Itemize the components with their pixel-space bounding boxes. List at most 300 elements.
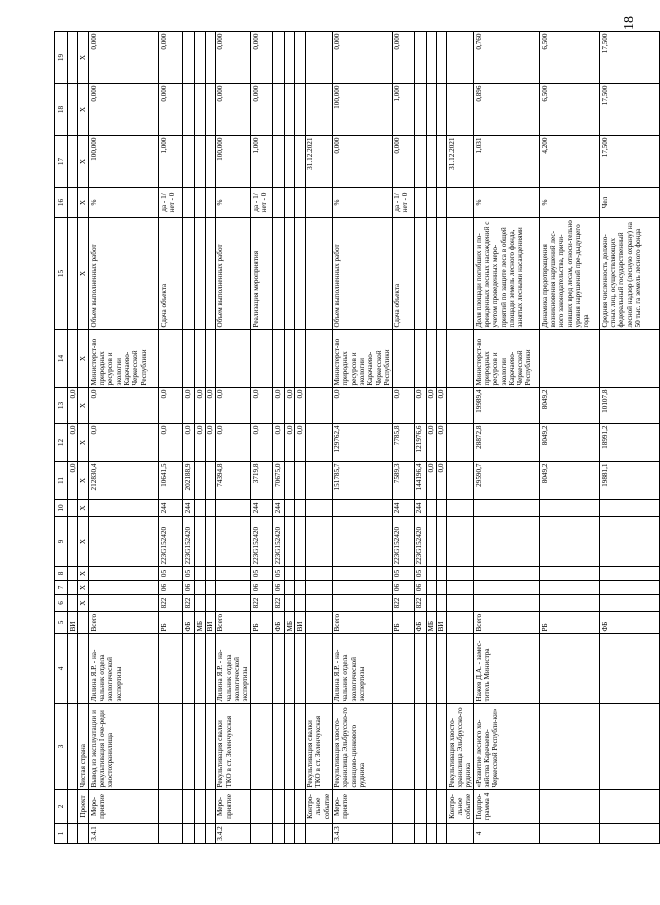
table-cell-col8 xyxy=(332,567,392,581)
table-cell-col5 xyxy=(447,612,474,634)
table-cell-col13: 0,0 xyxy=(426,388,436,424)
table-cell-col17: 1,000 xyxy=(159,136,183,188)
table-cell-col16: Чел xyxy=(600,188,660,218)
table-row xyxy=(183,32,195,844)
table-cell-col1: 3.4.3 xyxy=(332,824,392,844)
table-cell-col16 xyxy=(195,188,205,218)
table-cell-col8 xyxy=(68,567,78,581)
table-cell-col13: 0,0 xyxy=(68,388,78,424)
table-cell-col10 xyxy=(295,500,305,517)
table-cell-col9 xyxy=(68,517,78,567)
table-cell-col1 xyxy=(305,824,332,844)
table-row xyxy=(285,32,295,844)
table-cell-col3 xyxy=(600,704,660,790)
table-cell-col12: 0,0 xyxy=(215,424,250,462)
table-cell-col8 xyxy=(600,567,660,581)
rotated-table-wrapper xyxy=(54,32,642,844)
table-cell-col10 xyxy=(285,500,295,517)
table-cell-col16: да - 1/ нет - 0 xyxy=(251,188,273,218)
table-cell-col2: Проект xyxy=(78,790,89,824)
table-cell-col7 xyxy=(436,581,446,595)
table-cell-col14 xyxy=(426,330,436,388)
table-cell-col2 xyxy=(183,790,195,824)
table-cell-col18: 0,000 xyxy=(215,84,250,136)
table-cell-col4 xyxy=(447,634,474,704)
table-cell-col9: 223G152420 xyxy=(414,517,426,567)
header-cell: 1 xyxy=(55,824,68,844)
table-cell-col15 xyxy=(414,218,426,330)
table-row xyxy=(68,32,78,844)
table-cell-col10: 244 xyxy=(414,500,426,517)
table-cell-col15: Реализация мероприятия xyxy=(251,218,273,330)
table-row xyxy=(195,32,205,844)
table-cell-col10: 244 xyxy=(251,500,273,517)
table-cell-col6 xyxy=(332,595,392,612)
table-cell-col13: 0,0 xyxy=(392,388,414,424)
table-cell-col12: 0,0 xyxy=(68,424,78,462)
table-cell-col19 xyxy=(426,32,436,84)
table-cell-col16: да - 1/ нет - 0 xyxy=(159,188,183,218)
table-cell-col18: 0,000 xyxy=(251,84,273,136)
table-cell-col3 xyxy=(273,704,285,790)
table-cell-col15 xyxy=(426,218,436,330)
header-cell: 15 xyxy=(55,218,68,330)
table-cell-col8 xyxy=(195,567,205,581)
table-cell-col14 xyxy=(215,330,250,388)
table-cell-col18 xyxy=(426,84,436,136)
table-row xyxy=(205,32,215,844)
table-cell-col6 xyxy=(436,595,446,612)
table-cell-col18 xyxy=(183,84,195,136)
table-cell-col7 xyxy=(205,581,215,595)
table-cell-col14 xyxy=(159,330,183,388)
table-cell-col13: 0,0 xyxy=(414,388,426,424)
table-cell-col13: X xyxy=(78,388,89,424)
table-cell-col8: 05 xyxy=(251,567,273,581)
table-cell-col8 xyxy=(540,567,600,581)
header-cell: 16 xyxy=(55,188,68,218)
table-cell-col16 xyxy=(447,188,474,218)
table-cell-col12: 129762,4 xyxy=(332,424,392,462)
table-cell-col13: 0,0 xyxy=(183,388,195,424)
table-cell-col1 xyxy=(183,824,195,844)
table-cell-col12: 28872,8 xyxy=(474,424,540,462)
table-cell-col4 xyxy=(183,634,195,704)
table-cell-col1 xyxy=(392,824,414,844)
table-cell-col17: 1,000 xyxy=(251,136,273,188)
table-cell-col6: 822 xyxy=(251,595,273,612)
table-cell-col7 xyxy=(215,581,250,595)
table-cell-col12: 0,0 xyxy=(89,424,159,462)
table-cell-col8 xyxy=(215,567,250,581)
table-cell-col14 xyxy=(205,330,215,388)
table-cell-col1 xyxy=(251,824,273,844)
table-cell-col2 xyxy=(205,790,215,824)
table-cell-col19 xyxy=(305,32,332,84)
table-cell-col11: 70675,0 xyxy=(273,462,285,500)
table-cell-col4 xyxy=(273,634,285,704)
table-cell-col8: X xyxy=(78,567,89,581)
table-cell-col14 xyxy=(295,330,305,388)
table-cell-col10: 244 xyxy=(159,500,183,517)
table-cell-col9: 223G152420 xyxy=(251,517,273,567)
table-cell-col15: Сдача объекта xyxy=(159,218,183,330)
table-cell-col13: 0,0 xyxy=(215,388,250,424)
table-cell-col3: Чистая страна xyxy=(78,704,89,790)
table-cell-col14 xyxy=(540,330,600,388)
table-cell-col8 xyxy=(89,567,159,581)
table-cell-col6: X xyxy=(78,595,89,612)
table-cell-col6: 822 xyxy=(414,595,426,612)
table-cell-col5: МБ xyxy=(426,612,436,634)
table-cell-col17 xyxy=(68,136,78,188)
table-cell-col10 xyxy=(68,500,78,517)
table-cell-col5: ВИ xyxy=(68,612,78,634)
table-cell-col15 xyxy=(195,218,205,330)
table-cell-col11: 29590,7 xyxy=(474,462,540,500)
table-cell-col15 xyxy=(295,218,305,330)
table-cell-col19 xyxy=(447,32,474,84)
table-cell-col8 xyxy=(295,567,305,581)
table-cell-col16: % xyxy=(89,188,159,218)
table-cell-col16 xyxy=(295,188,305,218)
header-cell: 17 xyxy=(55,136,68,188)
table-row xyxy=(600,32,660,844)
table-cell-col12: 8049,2 xyxy=(540,424,600,462)
table-cell-col6: 822 xyxy=(159,595,183,612)
table-cell-col19: X xyxy=(78,32,89,84)
table-cell-col3: «Развитие лесного хо-зяйства Карачаево-Черкесской Республи-ки» xyxy=(474,704,540,790)
table-cell-col15: Доля площади погибших и по-врежденных лесных насаждений с учетом проведенных меро-приятий по защите леса в общей площади земель лесного фонда, занятых лесными насаждениями xyxy=(474,218,540,330)
table-cell-col1 xyxy=(273,824,285,844)
program-table xyxy=(54,31,660,844)
table-cell-col15 xyxy=(205,218,215,330)
table-cell-col5: МБ xyxy=(195,612,205,634)
table-cell-col7: 06 xyxy=(273,581,285,595)
table-cell-col3: Рекультивация хвосто-хранилища Эльбрусско-го свинцово-цинкового рудника xyxy=(332,704,392,790)
table-cell-col16 xyxy=(183,188,195,218)
table-cell-col9 xyxy=(195,517,205,567)
table-cell-col12 xyxy=(305,424,332,462)
table-cell-col9 xyxy=(600,517,660,567)
table-cell-col6 xyxy=(195,595,205,612)
table-cell-col10 xyxy=(305,500,332,517)
table-cell-col11: X xyxy=(78,462,89,500)
table-cell-col3 xyxy=(285,704,295,790)
table-cell-col17: 0,000 xyxy=(332,136,392,188)
table-row xyxy=(332,32,392,844)
table-cell-col10: 244 xyxy=(273,500,285,517)
table-cell-col8: 05 xyxy=(414,567,426,581)
table-cell-col4 xyxy=(205,634,215,704)
table-cell-col1 xyxy=(159,824,183,844)
table-row xyxy=(436,32,446,844)
table-cell-col17: 0,000 xyxy=(392,136,414,188)
table-cell-col19: 0,000 xyxy=(392,32,414,84)
table-cell-col6: 822 xyxy=(183,595,195,612)
table-cell-col12: 0,0 xyxy=(295,424,305,462)
table-cell-col11: 8049,2 xyxy=(540,462,600,500)
table-cell-col6 xyxy=(426,595,436,612)
table-cell-col11: 144196,4 xyxy=(414,462,426,500)
table-cell-col11: 7589,3 xyxy=(392,462,414,500)
table-row xyxy=(89,32,159,844)
table-cell-col14 xyxy=(251,330,273,388)
table-cell-col18 xyxy=(273,84,285,136)
table-cell-col16: % xyxy=(474,188,540,218)
table-cell-col5: ВИ xyxy=(205,612,215,634)
table-cell-col5: РБ xyxy=(251,612,273,634)
table-cell-col3 xyxy=(183,704,195,790)
table-row xyxy=(540,32,600,844)
table-cell-col10 xyxy=(195,500,205,517)
table-cell-col10 xyxy=(89,500,159,517)
table-cell-col14 xyxy=(273,330,285,388)
table-cell-col4 xyxy=(195,634,205,704)
table-cell-col13: 10107,8 xyxy=(600,388,660,424)
table-cell-col15 xyxy=(285,218,295,330)
table-cell-col19 xyxy=(68,32,78,84)
table-row xyxy=(305,32,332,844)
table-cell-col1 xyxy=(68,824,78,844)
table-cell-col1 xyxy=(205,824,215,844)
table-cell-col17: 4,200 xyxy=(540,136,600,188)
table-cell-col9: X xyxy=(78,517,89,567)
table-cell-col10 xyxy=(474,500,540,517)
table-cell-col17: 17,500 xyxy=(600,136,660,188)
table-cell-col9 xyxy=(474,517,540,567)
table-cell-col16 xyxy=(285,188,295,218)
table-cell-col7 xyxy=(426,581,436,595)
table-cell-col13: 0,0 xyxy=(332,388,392,424)
table-cell-col9 xyxy=(285,517,295,567)
table-cell-col16 xyxy=(414,188,426,218)
table-cell-col19: 0,000 xyxy=(251,32,273,84)
table-cell-col7: 06 xyxy=(183,581,195,595)
header-cell: 5 xyxy=(55,612,68,634)
table-cell-col11 xyxy=(195,462,205,500)
table-cell-col11 xyxy=(205,462,215,500)
table-cell-col2 xyxy=(414,790,426,824)
table-row xyxy=(447,32,474,844)
table-cell-col17 xyxy=(436,136,446,188)
table-cell-col13: 0,0 xyxy=(89,388,159,424)
table-cell-col18 xyxy=(285,84,295,136)
table-cell-col15: Сдача объекта xyxy=(392,218,414,330)
table-cell-col13: 0,0 xyxy=(159,388,183,424)
table-cell-col18 xyxy=(295,84,305,136)
table-cell-col12: 0,0 xyxy=(436,424,446,462)
header-cell: 7 xyxy=(55,581,68,595)
table-cell-col3 xyxy=(540,704,600,790)
table-cell-col4 xyxy=(295,634,305,704)
table-cell-col7 xyxy=(295,581,305,595)
table-cell-col16 xyxy=(426,188,436,218)
table-cell-col9 xyxy=(295,517,305,567)
table-cell-col1 xyxy=(414,824,426,844)
table-cell-col2 xyxy=(68,790,78,824)
table-cell-col9: 223G152420 xyxy=(183,517,195,567)
table-cell-col15: Средняя численность должно-стных лиц, осуществляющих федеральный государственный лесной надзор (лесную охрану) на 50 тыс. га земель лесного фонда xyxy=(600,218,660,330)
table-cell-col14 xyxy=(600,330,660,388)
table-cell-col2 xyxy=(195,790,205,824)
table-cell-col14 xyxy=(285,330,295,388)
header-cell: 14 xyxy=(55,330,68,388)
table-cell-col17 xyxy=(285,136,295,188)
table-cell-col11: 202188,9 xyxy=(183,462,195,500)
header-cell: 19 xyxy=(55,32,68,84)
table-cell-col12 xyxy=(447,424,474,462)
table-cell-col10 xyxy=(447,500,474,517)
table-cell-col19: 0,000 xyxy=(215,32,250,84)
table-cell-col12: 121976,6 xyxy=(414,424,426,462)
table-cell-col13 xyxy=(447,388,474,424)
table-cell-col6 xyxy=(305,595,332,612)
table-cell-col19 xyxy=(183,32,195,84)
table-cell-col11: 0,0 xyxy=(426,462,436,500)
table-row xyxy=(295,32,305,844)
table-cell-col9 xyxy=(332,517,392,567)
table-row xyxy=(215,32,250,844)
table-cell-col19 xyxy=(285,32,295,84)
table-cell-col16 xyxy=(205,188,215,218)
table-cell-col15 xyxy=(447,218,474,330)
table-cell-col14: Министерст-во природных ресурсов и экологии Карачаево-Черкесской Республики xyxy=(332,330,392,388)
table-cell-col10 xyxy=(332,500,392,517)
table-cell-col16: % xyxy=(215,188,250,218)
table-cell-col4 xyxy=(600,634,660,704)
table-cell-col7 xyxy=(89,581,159,595)
table-cell-col11: 151785,7 xyxy=(332,462,392,500)
table-cell-col10 xyxy=(426,500,436,517)
table-cell-col15: X xyxy=(78,218,89,330)
table-cell-col12: 0,0 xyxy=(195,424,205,462)
table-cell-col4 xyxy=(251,634,273,704)
table-cell-col7: X xyxy=(78,581,89,595)
table-cell-col1 xyxy=(295,824,305,844)
table-cell-col11: 19881,1 xyxy=(600,462,660,500)
table-cell-col6 xyxy=(205,595,215,612)
table-cell-col6 xyxy=(215,595,250,612)
table-cell-col19: 0,760 xyxy=(474,32,540,84)
table-cell-col11 xyxy=(285,462,295,500)
table-cell-col3 xyxy=(159,704,183,790)
table-cell-col15: Объем выполненных работ xyxy=(332,218,392,330)
table-cell-col16 xyxy=(68,188,78,218)
table-cell-col6: 822 xyxy=(273,595,285,612)
table-cell-col15 xyxy=(436,218,446,330)
table-cell-col6 xyxy=(540,595,600,612)
table-cell-col17 xyxy=(426,136,436,188)
table-cell-col8: 05 xyxy=(159,567,183,581)
table-cell-col11: 3719,8 xyxy=(251,462,273,500)
table-cell-col1: 3.4.2 xyxy=(215,824,250,844)
table-cell-col11: 0,0 xyxy=(68,462,78,500)
table-cell-col13 xyxy=(305,388,332,424)
table-cell-col15 xyxy=(183,218,195,330)
table-cell-col2 xyxy=(392,790,414,824)
table-cell-col15: Динамика предотвращения возникновения нарушений лес-ного законодательства, причи-нивших вред лесам, относи-тельно уровня нарушений пре-дыдущего года xyxy=(540,218,600,330)
table-cell-col15 xyxy=(305,218,332,330)
table-cell-col7 xyxy=(540,581,600,595)
table-cell-col17: 31.12.2021 xyxy=(447,136,474,188)
table-cell-col18 xyxy=(68,84,78,136)
table-cell-col5: Всего xyxy=(89,612,159,634)
table-cell-col14 xyxy=(436,330,446,388)
table-cell-col12: 0,0 xyxy=(183,424,195,462)
table-cell-col12: 7785,8 xyxy=(392,424,414,462)
table-cell-col18: 0,000 xyxy=(89,84,159,136)
table-cell-col13: 0,0 xyxy=(295,388,305,424)
table-cell-col19 xyxy=(195,32,205,84)
table-row xyxy=(273,32,285,844)
table-cell-col3 xyxy=(392,704,414,790)
table-cell-col17: 1,031 xyxy=(474,136,540,188)
table-cell-col19: 0,000 xyxy=(332,32,392,84)
table-cell-col5: Всего xyxy=(215,612,250,634)
table-cell-col18: 100,000 xyxy=(332,84,392,136)
table-cell-col7 xyxy=(447,581,474,595)
table-cell-col14 xyxy=(392,330,414,388)
table-cell-col5: Всего xyxy=(474,612,540,634)
header-cell: 8 xyxy=(55,567,68,581)
table-cell-col7 xyxy=(285,581,295,595)
table-cell-col12: 0,0 xyxy=(205,424,215,462)
table-cell-col5: РБ xyxy=(540,612,600,634)
table-cell-col2: Контро-льное событие xyxy=(305,790,332,824)
table-row xyxy=(474,32,540,844)
table-cell-col2 xyxy=(426,790,436,824)
table-cell-col4 xyxy=(414,634,426,704)
table-cell-col18: X xyxy=(78,84,89,136)
table-cell-col8 xyxy=(474,567,540,581)
table-cell-col19 xyxy=(295,32,305,84)
table-cell-col17 xyxy=(195,136,205,188)
table-cell-col19 xyxy=(273,32,285,84)
table-cell-col4: Лилина Я.Р. - на-чальник отдела экологической экспертизы xyxy=(215,634,250,704)
table-cell-col7 xyxy=(600,581,660,595)
table-cell-col17: 31.12.2021 xyxy=(305,136,332,188)
table-cell-col11: 10641,5 xyxy=(159,462,183,500)
table-cell-col8: 05 xyxy=(392,567,414,581)
table-cell-col8 xyxy=(447,567,474,581)
table-cell-col9 xyxy=(447,517,474,567)
table-cell-col18 xyxy=(305,84,332,136)
table-cell-col5: ФБ xyxy=(273,612,285,634)
table-cell-col1 xyxy=(447,824,474,844)
table-cell-col12: 0,0 xyxy=(251,424,273,462)
table-cell-col5: МБ xyxy=(285,612,295,634)
table-cell-col1 xyxy=(285,824,295,844)
table-cell-col10: 244 xyxy=(183,500,195,517)
table-cell-col10 xyxy=(540,500,600,517)
table-cell-col6 xyxy=(295,595,305,612)
table-cell-col2: Меро-приятие xyxy=(89,790,159,824)
table-cell-col3 xyxy=(205,704,215,790)
table-cell-col18 xyxy=(205,84,215,136)
table-cell-col14: Министерст-во природных ресурсов и экологии Карачаево-Черкесской Республики xyxy=(89,330,159,388)
table-row xyxy=(426,32,436,844)
table-cell-col4 xyxy=(78,634,89,704)
table-cell-col13: 0,0 xyxy=(251,388,273,424)
table-cell-col4 xyxy=(540,634,600,704)
table-cell-col4 xyxy=(285,634,295,704)
header-cell: 6 xyxy=(55,595,68,612)
table-cell-col13: 0,0 xyxy=(273,388,285,424)
table-cell-col10: 244 xyxy=(392,500,414,517)
table-cell-col13: 19989,4 xyxy=(474,388,540,424)
table-cell-col19 xyxy=(436,32,446,84)
